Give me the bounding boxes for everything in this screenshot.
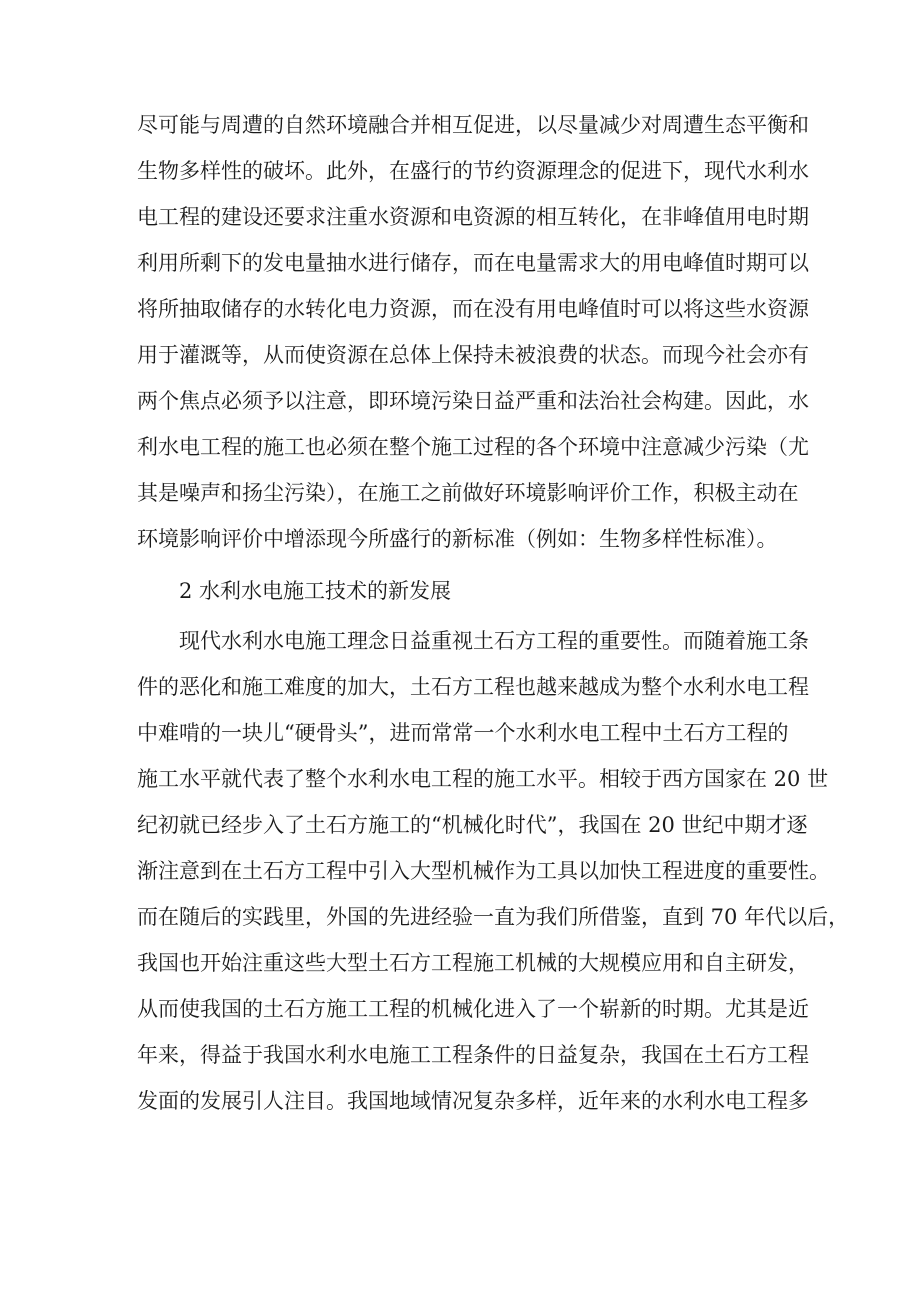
text-line: 件的恶化和施工难度的加大，土石方工程也越来越成为整个水利水电工程 [137, 675, 809, 699]
text-line: 发面的发展引人注目。我国地域情况复杂多样，近年来的水利水电工程多 [137, 1089, 809, 1113]
paragraph-2 [137, 618, 850, 1124]
text-line: 用于灌溉等，从而使资源在总体上保持未被浪费的状态。而现今社会亦有 [137, 343, 809, 367]
text-line: 渐注意到在土石方工程中引入大型机械作为工具以加快工程进度的重要性。 [137, 859, 830, 883]
text-line: 从而使我国的土石方施工工程的机械化进入了一个崭新的时期。尤其是近 [137, 997, 809, 1021]
text-line: 而在随后的实践里，外国的先进经验一直为我们所借鉴，直到 70 年代以后， [137, 905, 850, 929]
paragraph-1 [137, 102, 809, 562]
text-line: 纪初就已经步入了土石方施工的“机械化时代”，我国在 20 世纪中期才逐 [137, 813, 808, 837]
section-heading: 2 水利水电施工技术的新发展 [179, 579, 452, 603]
text-line: 两个焦点必须予以注意，即环境污染日益严重和法治社会构建。因此，水 [137, 389, 809, 413]
text-line: 施工水平就代表了整个水利水电工程的施工水平。相较于西方国家在 20 世 [137, 767, 829, 791]
text-line: 其是噪声和扬尘污染），在施工之前做好环境影响评价工作，积极主动在 [137, 481, 799, 505]
text-line: 环境影响评价中增添现今所盛行的新标准（例如：生物多样性标准）。 [137, 527, 778, 551]
document-body [137, 102, 850, 1124]
text-line: 现代水利水电施工理念日益重视土石方工程的重要性。而随着施工条 [179, 629, 809, 653]
text-line: 利用所剩下的发电量抽水进行储存，而在电量需求大的用电峰值时期可以 [137, 251, 809, 275]
text-line: 中难啃的一块儿“硬骨头”，进而常常一个水利水电工程中土石方工程的 [137, 721, 789, 745]
text-line: 年来，得益于我国水利水电施工工程条件的日益复杂，我国在土石方工程 [137, 1043, 809, 1067]
text-line: 生物多样性的破坏。此外，在盛行的节约资源理念的促进下，现代水利水 [137, 159, 809, 183]
text-line: 将所抽取储存的水转化电力资源，而在没有用电峰值时可以将这些水资源 [137, 297, 809, 321]
text-line: 我国也开始注重这些大型土石方工程施工机械的大规模应用和自主研发， [137, 951, 809, 975]
text-line: 利水电工程的施工也必须在整个施工过程的各个环境中注意减少污染（尤 [137, 435, 809, 459]
text-line: 电工程的建设还要求注重水资源和电资源的相互转化，在非峰值用电时期 [137, 205, 809, 229]
text-line: 尽可能与周遭的自然环境融合并相互促进，以尽量减少对周遭生态平衡和 [137, 113, 809, 137]
